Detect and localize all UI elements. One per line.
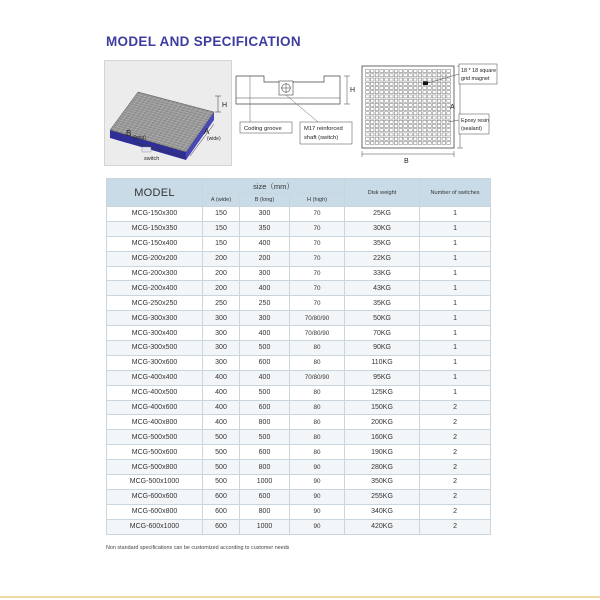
spec-table-body <box>107 207 491 535</box>
cell-a: 400 <box>203 415 240 430</box>
shaft-callout-line1: M17 reinforced <box>304 126 343 132</box>
cell-model: MCG-300x500 <box>107 341 203 356</box>
cell-h: 80 <box>290 400 345 415</box>
cell-switches: 2 <box>420 504 491 519</box>
cell-h: 70 <box>290 266 345 281</box>
cell-b: 600 <box>240 355 290 370</box>
cell-model: MCG-150x400 <box>107 236 203 251</box>
cell-model: MCG-400x600 <box>107 400 203 415</box>
cell-a: 200 <box>203 281 240 296</box>
cell-a: 600 <box>203 504 240 519</box>
cell-switches: 2 <box>420 489 491 504</box>
shaft-callout-line2: shaft (switch) <box>304 135 339 141</box>
table-row <box>107 221 491 236</box>
cell-switches: 2 <box>420 400 491 415</box>
footnote: Non standard specifications can be customized according to customer needs <box>106 545 290 551</box>
table-row <box>107 370 491 385</box>
cell-model: MCG-400x500 <box>107 385 203 400</box>
table-row <box>107 236 491 251</box>
top-view-diagram <box>358 62 498 166</box>
table-row <box>107 341 491 356</box>
header-h: H (high) <box>290 194 345 207</box>
cell-b: 300 <box>240 311 290 326</box>
header-b: B (long) <box>240 194 290 207</box>
cell-a: 500 <box>203 445 240 460</box>
cell-switches: 1 <box>420 355 491 370</box>
cell-weight: 350KG <box>345 475 420 490</box>
resin-callout-line1: Epoxy resin <box>461 118 490 124</box>
cell-weight: 90KG <box>345 341 420 356</box>
cell-switches: 2 <box>420 415 491 430</box>
cell-h: 70 <box>290 281 345 296</box>
cell-b: 250 <box>240 296 290 311</box>
table-row <box>107 445 491 460</box>
cell-h: 90 <box>290 519 345 534</box>
cell-b: 300 <box>240 266 290 281</box>
top-b-label: B <box>404 158 409 165</box>
cell-switches: 2 <box>420 519 491 534</box>
cell-h: 80 <box>290 355 345 370</box>
cell-b: 300 <box>240 207 290 222</box>
cell-model: MCG-200x400 <box>107 281 203 296</box>
cell-h: 80 <box>290 385 345 400</box>
cell-switches: 1 <box>420 281 491 296</box>
cell-h: 70 <box>290 296 345 311</box>
cell-h: 70 <box>290 207 345 222</box>
cell-b: 600 <box>240 400 290 415</box>
cell-weight: 35KG <box>345 236 420 251</box>
cell-weight: 50KG <box>345 311 420 326</box>
cell-weight: 150KG <box>345 400 420 415</box>
cell-model: MCG-500x800 <box>107 460 203 475</box>
cell-weight: 420KG <box>345 519 420 534</box>
cell-a: 600 <box>203 519 240 534</box>
cell-h: 90 <box>290 504 345 519</box>
cell-model: MCG-300x400 <box>107 326 203 341</box>
table-row <box>107 266 491 281</box>
cell-a: 600 <box>203 489 240 504</box>
table-row <box>107 504 491 519</box>
cell-h: 90 <box>290 489 345 504</box>
cell-h: 70 <box>290 236 345 251</box>
cell-weight: 340KG <box>345 504 420 519</box>
table-row <box>107 311 491 326</box>
table-row <box>107 251 491 266</box>
cell-switches: 1 <box>420 385 491 400</box>
cell-model: MCG-400x800 <box>107 415 203 430</box>
product-switch-label: switch <box>144 156 160 162</box>
header-disk-weight: Disk weight <box>345 179 420 207</box>
cell-weight: 280KG <box>345 460 420 475</box>
header-size: size（mm） <box>203 179 345 194</box>
table-row <box>107 281 491 296</box>
header-switches: Number of switches <box>420 179 491 207</box>
cell-switches: 1 <box>420 370 491 385</box>
switch-icon <box>142 147 151 152</box>
table-row <box>107 460 491 475</box>
cell-h: 70/80/90 <box>290 311 345 326</box>
cell-h: 70/80/90 <box>290 370 345 385</box>
table-row <box>107 400 491 415</box>
cell-a: 150 <box>203 236 240 251</box>
cell-weight: 22KG <box>345 251 420 266</box>
cell-model: MCG-150x300 <box>107 207 203 222</box>
bottom-rule <box>0 596 600 598</box>
cell-model: MCG-300x300 <box>107 311 203 326</box>
grid-magnet-highlight <box>423 81 428 85</box>
cell-h: 70/80/90 <box>290 326 345 341</box>
cell-h: 70 <box>290 221 345 236</box>
product-b-label: B <box>126 129 132 138</box>
cell-weight: 110KG <box>345 355 420 370</box>
cell-b: 200 <box>240 251 290 266</box>
product-illustration <box>104 60 232 166</box>
side-h-label: H <box>350 87 356 94</box>
cell-h: 90 <box>290 475 345 490</box>
cell-h: 80 <box>290 341 345 356</box>
cell-model: MCG-200x200 <box>107 251 203 266</box>
cell-model: MCG-150x350 <box>107 221 203 236</box>
table-row <box>107 207 491 222</box>
cell-switches: 1 <box>420 326 491 341</box>
cell-a: 250 <box>203 296 240 311</box>
page-title: MODEL AND SPECIFICATION <box>106 34 301 49</box>
product-b-sub-label: (long) <box>133 135 146 141</box>
cell-a: 300 <box>203 341 240 356</box>
side-elevation-diagram <box>234 62 358 154</box>
cell-weight: 255KG <box>345 489 420 504</box>
coding-groove-callout: Coding groove <box>244 126 282 132</box>
cell-switches: 1 <box>420 251 491 266</box>
table-row <box>107 355 491 370</box>
cell-weight: 125KG <box>345 385 420 400</box>
cell-weight: 70KG <box>345 326 420 341</box>
cell-a: 300 <box>203 311 240 326</box>
table-row <box>107 415 491 430</box>
cell-b: 500 <box>240 430 290 445</box>
cell-model: MCG-500x600 <box>107 445 203 460</box>
cell-switches: 1 <box>420 236 491 251</box>
table-row <box>107 385 491 400</box>
table-row <box>107 489 491 504</box>
cell-model: MCG-600x800 <box>107 504 203 519</box>
cell-weight: 43KG <box>345 281 420 296</box>
cell-switches: 1 <box>420 221 491 236</box>
cell-a: 200 <box>203 251 240 266</box>
cell-switches: 2 <box>420 430 491 445</box>
cell-b: 600 <box>240 445 290 460</box>
cell-h: 80 <box>290 415 345 430</box>
cell-b: 800 <box>240 504 290 519</box>
cell-model: MCG-500x1000 <box>107 475 203 490</box>
cell-a: 500 <box>203 460 240 475</box>
cell-b: 500 <box>240 385 290 400</box>
cell-weight: 30KG <box>345 221 420 236</box>
product-a-sub-label: (wide) <box>207 136 221 142</box>
cell-switches: 1 <box>420 296 491 311</box>
cell-a: 300 <box>203 326 240 341</box>
cell-switches: 2 <box>420 460 491 475</box>
cell-h: 70 <box>290 251 345 266</box>
cell-a: 200 <box>203 266 240 281</box>
cell-h: 80 <box>290 430 345 445</box>
grid-callout-line1: 18 * 18 square <box>461 68 497 74</box>
cell-a: 150 <box>203 207 240 222</box>
spec-table <box>106 178 491 535</box>
table-row <box>107 296 491 311</box>
cell-a: 500 <box>203 430 240 445</box>
cell-model: MCG-250x250 <box>107 296 203 311</box>
cell-switches: 1 <box>420 341 491 356</box>
cell-model: MCG-200x300 <box>107 266 203 281</box>
product-a-label: A <box>204 127 210 136</box>
cell-b: 400 <box>240 326 290 341</box>
cell-model: MCG-300x600 <box>107 355 203 370</box>
cell-weight: 35KG <box>345 296 420 311</box>
cell-weight: 33KG <box>345 266 420 281</box>
cell-a: 400 <box>203 370 240 385</box>
cell-model: MCG-600x1000 <box>107 519 203 534</box>
cell-b: 800 <box>240 460 290 475</box>
cell-a: 400 <box>203 400 240 415</box>
cell-b: 500 <box>240 341 290 356</box>
cell-model: MCG-500x500 <box>107 430 203 445</box>
table-row <box>107 475 491 490</box>
cell-weight: 25KG <box>345 207 420 222</box>
cell-switches: 2 <box>420 475 491 490</box>
cell-b: 1000 <box>240 475 290 490</box>
cell-a: 300 <box>203 355 240 370</box>
cell-a: 150 <box>203 221 240 236</box>
header-a: A (wide) <box>203 194 240 207</box>
table-row <box>107 430 491 445</box>
cell-b: 400 <box>240 236 290 251</box>
cell-a: 400 <box>203 385 240 400</box>
table-row <box>107 519 491 534</box>
cell-weight: 95KG <box>345 370 420 385</box>
resin-callout-line2: (sealant) <box>461 126 482 132</box>
header-model: MODEL <box>107 179 203 207</box>
cell-switches: 1 <box>420 207 491 222</box>
product-h-label: H <box>222 102 228 109</box>
cell-switches: 2 <box>420 445 491 460</box>
cell-weight: 190KG <box>345 445 420 460</box>
cell-b: 350 <box>240 221 290 236</box>
grid-callout-line2: grid magnet <box>461 76 490 82</box>
cell-model: MCG-600x600 <box>107 489 203 504</box>
cell-b: 800 <box>240 415 290 430</box>
cell-switches: 1 <box>420 311 491 326</box>
cell-weight: 200KG <box>345 415 420 430</box>
cell-b: 400 <box>240 281 290 296</box>
cell-h: 80 <box>290 445 345 460</box>
top-a-label: A <box>450 104 455 111</box>
cell-b: 1000 <box>240 519 290 534</box>
cell-switches: 1 <box>420 266 491 281</box>
cell-model: MCG-400x400 <box>107 370 203 385</box>
cell-b: 400 <box>240 370 290 385</box>
cell-a: 500 <box>203 475 240 490</box>
table-row <box>107 326 491 341</box>
cell-b: 600 <box>240 489 290 504</box>
cell-weight: 160KG <box>345 430 420 445</box>
cell-h: 90 <box>290 460 345 475</box>
